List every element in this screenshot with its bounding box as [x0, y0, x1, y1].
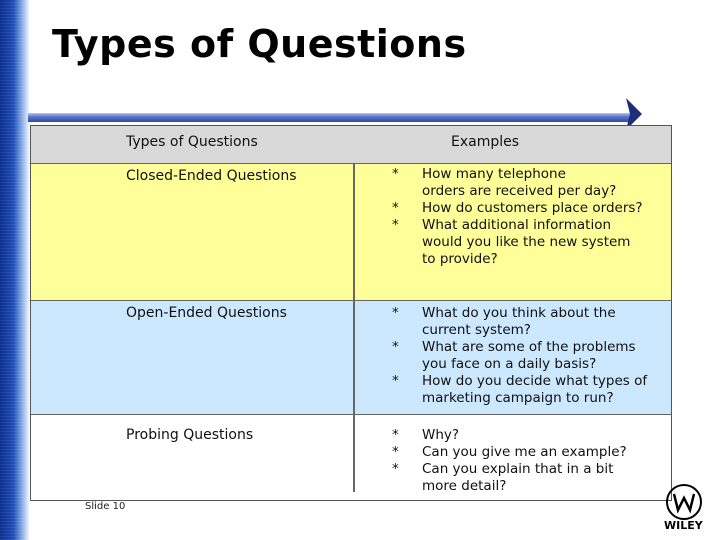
- row-label-probing: Probing Questions: [126, 427, 254, 443]
- list-item: * How do you decide what types of marketing campaign to run?: [392, 373, 648, 406]
- wiley-logo-text: WILEY: [664, 519, 703, 532]
- slide-number: Slide 10: [85, 501, 126, 512]
- list-item: * How do customers place orders?: [392, 200, 643, 216]
- header-types-of-questions: Types of Questions: [126, 134, 258, 150]
- left-decorative-band: [0, 0, 30, 540]
- table-row-closed-ended: [31, 164, 671, 301]
- column-divider: [353, 164, 355, 492]
- list-item: * Can you give me an example?: [392, 444, 627, 460]
- list-item: * Can you explain that in a bit more detail?: [392, 461, 614, 494]
- examples-list-open-ended: [392, 305, 647, 407]
- row-label-open-ended: Open-Ended Questions: [126, 305, 287, 321]
- examples-list-closed-ended: [392, 166, 643, 268]
- row-label-closed-ended: Closed-Ended Questions: [126, 168, 297, 184]
- list-item: * How many telephone orders are received per day?: [392, 166, 617, 199]
- table-row-open-ended: [31, 301, 671, 415]
- list-item: * What are some of the problems you face on a daily basis?: [392, 339, 636, 372]
- table-header-row: [31, 126, 671, 164]
- question-types-table: [30, 125, 672, 501]
- table-row-probing: [31, 415, 671, 500]
- header-examples: Examples: [451, 134, 520, 150]
- slide-title: Types of Questions: [52, 22, 467, 66]
- title-underline-bar: [28, 113, 633, 122]
- examples-list-probing: [392, 427, 627, 495]
- list-item: * What additional information would you like the new system to provide?: [392, 217, 631, 267]
- list-item: * What do you think about the current system?: [392, 305, 616, 338]
- list-item: * Why?: [392, 427, 460, 443]
